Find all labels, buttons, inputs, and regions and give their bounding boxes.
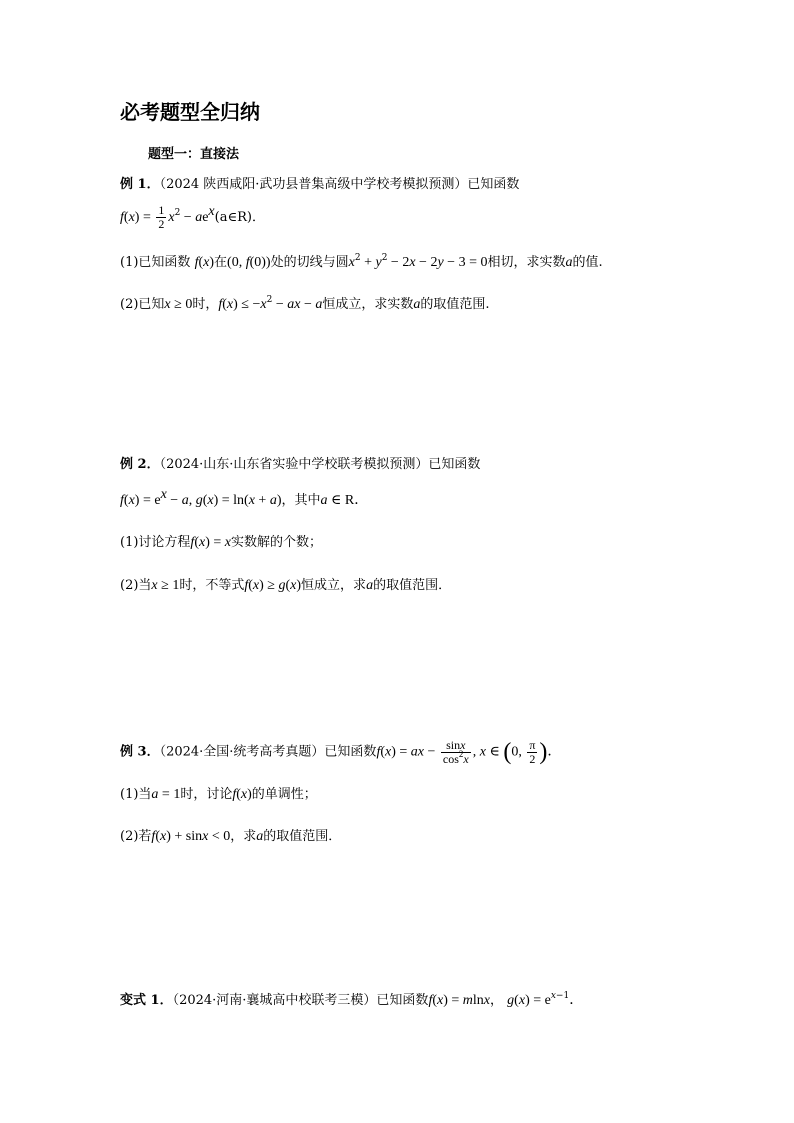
example-2-function-def: $f(x) = e^x - a$, g(x) = ln(x + a)，其中a ∈ R． [120, 487, 369, 508]
example-1-header [120, 176, 519, 194]
variant-1-label: 变式 1． [120, 993, 173, 1008]
example-3-label: 例 3． [120, 744, 160, 760]
example-1-question-1: (1)已知函数 f(x)在(0, f(0))处的切线与圆$x^2 + y^2 - 2x - 2y - 3 = 0$相切，求实数a的值. [120, 253, 603, 270]
variant-1-header: 变式 1．（2024·河南·襄城高中校联考三模）已知函数f(x) = mlnx， $g(x) = e^{x-1}$． [120, 991, 584, 1008]
section-heading: 题型一：直接法 [148, 147, 240, 162]
example-2-question-1: (1)讨论方程f(x) = x实数解的个数； [120, 535, 322, 550]
example-1-question-2: (2)已知x ≥ 0时，$f(x) \le -x^2$ − ax − a恒成立，求实数a的取值范围. [120, 295, 490, 312]
example-1-function-def: f(x) = $\frac{1}{2}$ $x^2$ − $ae^x(a\in R)$． [120, 203, 265, 231]
example-1-source: （2024 陕西咸阳·武功县普集高级中学校考模拟预测）已知函数 [159, 177, 520, 192]
variant-1-source: （2024·河南·襄城高中校联考三模）已知函数 [172, 993, 429, 1008]
example-3-header: 例 3．（2024·全国·统考高考真题）已知函数f(x) = ax − $\frac{\sin x}{\cos^2x}$ , x ∈ (0, $\frac{\pi}{2}$ )． [120, 737, 562, 766]
page-title: 必考题型全归纳 [120, 100, 260, 124]
example-2-label: 例 2． [120, 457, 160, 472]
example-2-source: （2024·山东·山东省实验中学校联考模拟预测）已知函数 [159, 457, 481, 472]
example-3-source: （2024·全国·统考高考真题）已知函数 [159, 744, 377, 760]
example-1-label: 例 1． [120, 177, 160, 192]
example-3-question-1: (1)当a = 1时，讨论f(x)的单调性； [120, 787, 317, 802]
fraction-sinx-over-cos2x: $\frac{\sin x}{\cos^2x}$ [442, 737, 469, 766]
example-2-header [120, 456, 480, 474]
fraction-pi-over-2: $\frac{\pi}{2}$ [529, 737, 536, 766]
example-3-question-2: (2)若f(x) + sinx < 0，求a的取值范围． [120, 829, 342, 844]
fraction-one-half: $\frac{1}{2}$ [158, 203, 165, 231]
example-2-question-2: (2)当x ≥ 1时，不等式f(x) ≥ g(x)恒成立，求a的取值范围． [120, 578, 452, 593]
